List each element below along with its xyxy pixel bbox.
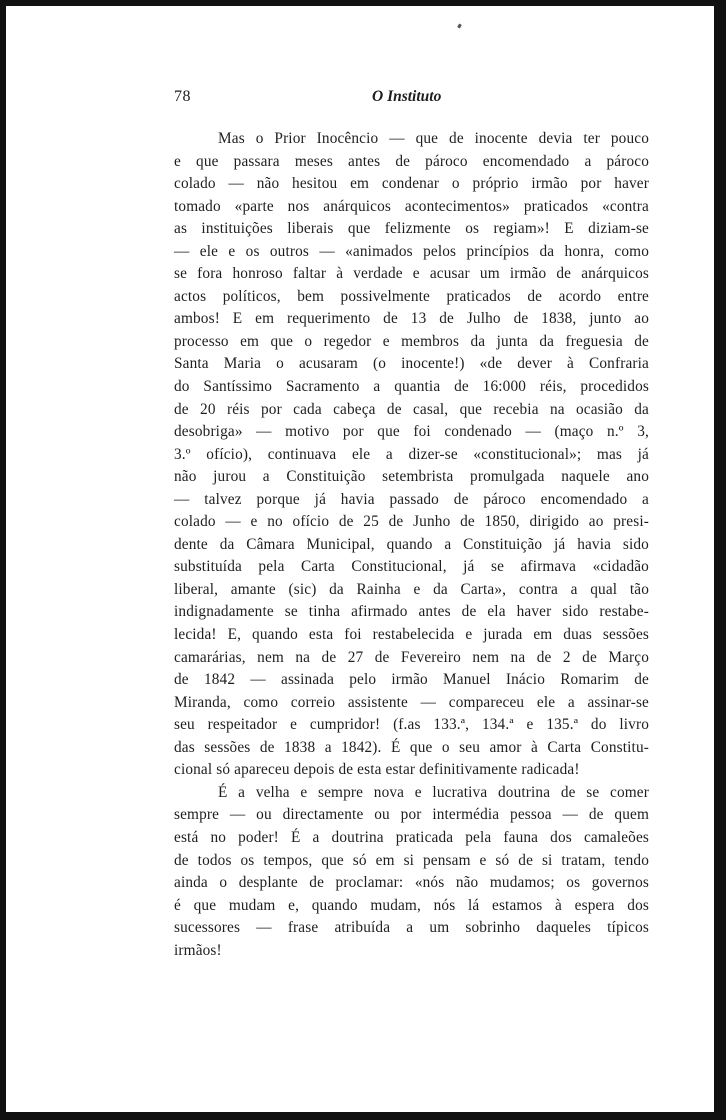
text-line: tomado «parte nos anárquicos acontecimentos» praticados «contra — [174, 197, 649, 215]
text-line: liberal, amante (sic) da Rainha e da Carta», contra a qual tão — [174, 580, 649, 598]
body-text — [174, 128, 649, 962]
page-number: 78 — [174, 88, 191, 105]
text-line: e que passara meses antes de pároco encomendado a pároco — [174, 152, 649, 170]
text-line: ambos! E em requerimento de 13 de Julho de 1838, junto ao — [174, 310, 649, 328]
text-line: das sessões de 1838 a 1842). É que o seu amor à Carta Constitu- — [174, 738, 649, 756]
text-line: colado — não hesitou em condenar o próprio irmão por haver — [174, 175, 649, 193]
text-line: Mas o Prior Inocêncio — que de inocente devia ter pouco — [218, 130, 649, 147]
text-line: sucessores — frase atribuída a um sobrinho daqueles típicos — [174, 919, 649, 937]
text-line: sempre — ou directamente ou por intermédia pessoa — de quem — [174, 806, 649, 824]
text-line: cional só apareceu depois de esta estar definitivamente radicada! — [174, 761, 580, 779]
text-line: Santa Maria o acusaram (o inocente!) «de dever à Confraria — [174, 355, 649, 373]
text-line: 3.º ofício), continuava ele a dizer-se «constitucional»; mas já — [174, 445, 649, 463]
text-line: É a velha e sempre nova e lucrativa doutrina de se comer — [218, 783, 649, 801]
text-line: é que mudam e, quando mudam, nós lá estamos à espera dos — [174, 896, 649, 914]
text-line: está no poder! É a doutrina praticada pela fauna dos camaleões — [174, 828, 649, 846]
text-line: — talvez porque já havia passado de pároco encomendado a — [174, 490, 649, 508]
text-line: de 1842 — assinada pelo irmão Manuel Inácio Romarim de — [174, 671, 649, 689]
text-line: as instituições liberais que felizmente os regiam»! E diziam-se — [174, 220, 649, 238]
text-line: — ele e os outros — «animados pelos princípios da honra, como — [174, 242, 649, 260]
text-line: indignadamente se tinha afirmado antes de ela haver sido restabe- — [174, 603, 649, 621]
text-line: de todos os tempos, que só em si pensam e só de si tratam, tendo — [174, 851, 649, 869]
text-line: substituída pela Carta Constitucional, já se afirmava «cidadão — [174, 558, 649, 576]
text-line: irmãos! — [174, 941, 222, 959]
text-line: actos políticos, bem possivelmente praticados de acordo entre — [174, 287, 649, 305]
text-line: não jurou a Constituição setembrista promulgada naquele ano — [174, 468, 649, 486]
running-title: O Instituto — [372, 88, 442, 105]
page-header — [174, 88, 649, 110]
text-line: dente da Câmara Municipal, quando a Constituição já havia sido — [174, 535, 649, 553]
text-line: do Santíssimo Sacramento a quantia de 16:000 réis, procedidos — [174, 378, 649, 396]
text-line: processo em que o regedor e membros da junta da freguesia de — [174, 332, 649, 350]
text-line: de 20 réis por cada cabeça de casal, que recebia na ocasião da — [174, 400, 649, 418]
text-line: lecida! E, quando esta foi restabelecida e jurada em duas sessões — [174, 626, 649, 644]
text-line: colado — e no ofício de 25 de Junho de 1850, dirigido ao presi- — [174, 513, 649, 531]
text-line: seu respeitador e cumpridor! (f.as 133.ª, 134.ª e 135.ª do livro — [174, 716, 649, 734]
text-line: ainda o desplante de proclamar: «nós não mudamos; os governos — [174, 874, 649, 892]
text-line: camarárias, nem na de 27 de Fevereiro nem na de 2 de Março — [174, 648, 649, 666]
text-line: se fora honroso faltar à verdade e acusar um irmão de anárquicos — [174, 265, 649, 283]
text-line: desobriga» — motivo por que foi condenado — (maço n.º 3, — [174, 423, 649, 441]
text-line: Miranda, como correio assistente — compareceu ele a assinar-se — [174, 693, 649, 711]
